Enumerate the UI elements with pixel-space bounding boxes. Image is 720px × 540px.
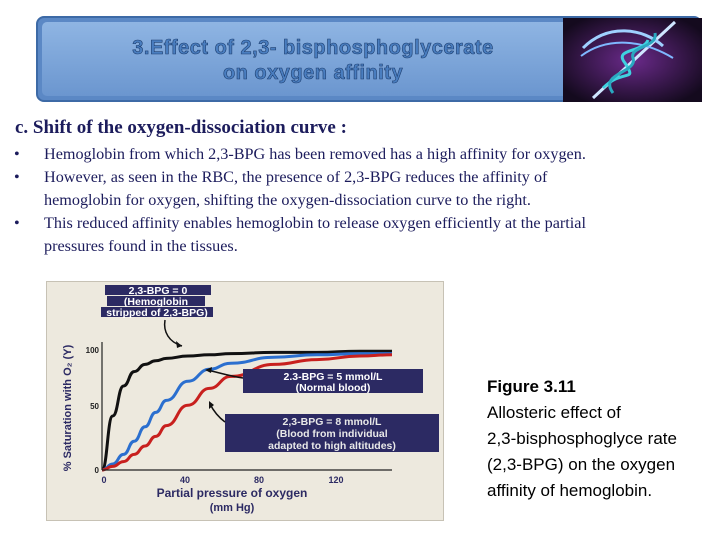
bullet-text-line: This reduced affinity enables hemoglobin to release oxygen efficiently at the partial: [44, 214, 586, 232]
caption-line: affinity of hemoglobin.: [487, 481, 653, 500]
figure-panel: [46, 281, 444, 521]
caption-heading: Figure 3.11: [487, 377, 576, 396]
annotation-arrow-black: [165, 320, 182, 346]
section-title: c. Shift of the oxygen-dissociation curve :: [15, 117, 347, 138]
annotation-bpg-0-line-2: (Hemoglobin: [123, 296, 189, 308]
annotation-arrow-red: [210, 404, 225, 422]
slide-title-line-2: on oxygen affinity: [222, 62, 404, 84]
bullet-text-line: Hemoglobin from which 2,3-BPG has been removed has a high affinity for oxygen.: [44, 145, 586, 163]
bullet-marker: •: [14, 214, 20, 232]
y-tick-label: 50: [90, 402, 99, 411]
slide-title: [78, 36, 548, 86]
bullet-text-line: However, as seen in the RBC, the presence of 2,3-BPG reduces the affinity of: [44, 168, 548, 186]
oxygen-dissociation-chart: [47, 282, 443, 520]
annotation-bpg-8-line-2: (Blood from individual: [276, 428, 388, 440]
annotation-bpg-5-line-1: 2.3-BPG = 5 mmol/L: [283, 371, 383, 383]
bullet-text-line: hemoglobin for oxygen, shifting the oxygen-dissociation curve to the right.: [44, 191, 531, 209]
bullet-item: [14, 143, 718, 166]
arrowhead-icon: [176, 341, 182, 348]
bullet-text-line: pressures found in the tissues.: [44, 237, 238, 255]
caption-line: (2,3-BPG) on the oxygen: [487, 455, 676, 474]
y-tick-label: 100: [85, 346, 99, 355]
x-tick-label: 80: [253, 475, 265, 485]
y-axis-label: % Saturation with O₂ (Y): [62, 344, 74, 472]
annotation-bpg-8-line-3: adapted to high altitudes): [268, 440, 396, 452]
bullet-item: [14, 212, 718, 258]
x-tick-label: 0: [101, 475, 107, 485]
annotation-bpg-0-line-3: stripped of 2,3-BPG): [106, 307, 208, 319]
caption-line: 2,3-bisphosphoglyce rate: [487, 429, 677, 448]
bullet-marker: •: [14, 168, 20, 186]
bullet-item: [14, 166, 718, 212]
x-tick-label: 40: [179, 475, 191, 485]
bullet-list: [14, 143, 718, 258]
annotation-bpg-0-line-1: 2,3-BPG = 0: [128, 285, 188, 297]
annotation-bpg-8-line-1: 2,3-BPG = 8 mmol/L: [282, 416, 382, 428]
slide-title-line-1: 3.Effect of 2,3- bisphosphoglycerate: [132, 37, 494, 59]
caption-line: Allosteric effect of: [487, 403, 621, 422]
y-tick-label: 0: [94, 466, 99, 475]
x-axis-label: Partial pressure of oxygen: [156, 486, 308, 500]
x-axis-unit: (mm Hg): [209, 502, 255, 514]
figure-caption: [487, 374, 717, 504]
x-tick-label: 120: [328, 475, 344, 485]
bullet-marker: •: [14, 145, 20, 163]
annotation-bpg-5-line-2: (Normal blood): [295, 382, 371, 394]
caduceus-icon: [563, 18, 702, 102]
